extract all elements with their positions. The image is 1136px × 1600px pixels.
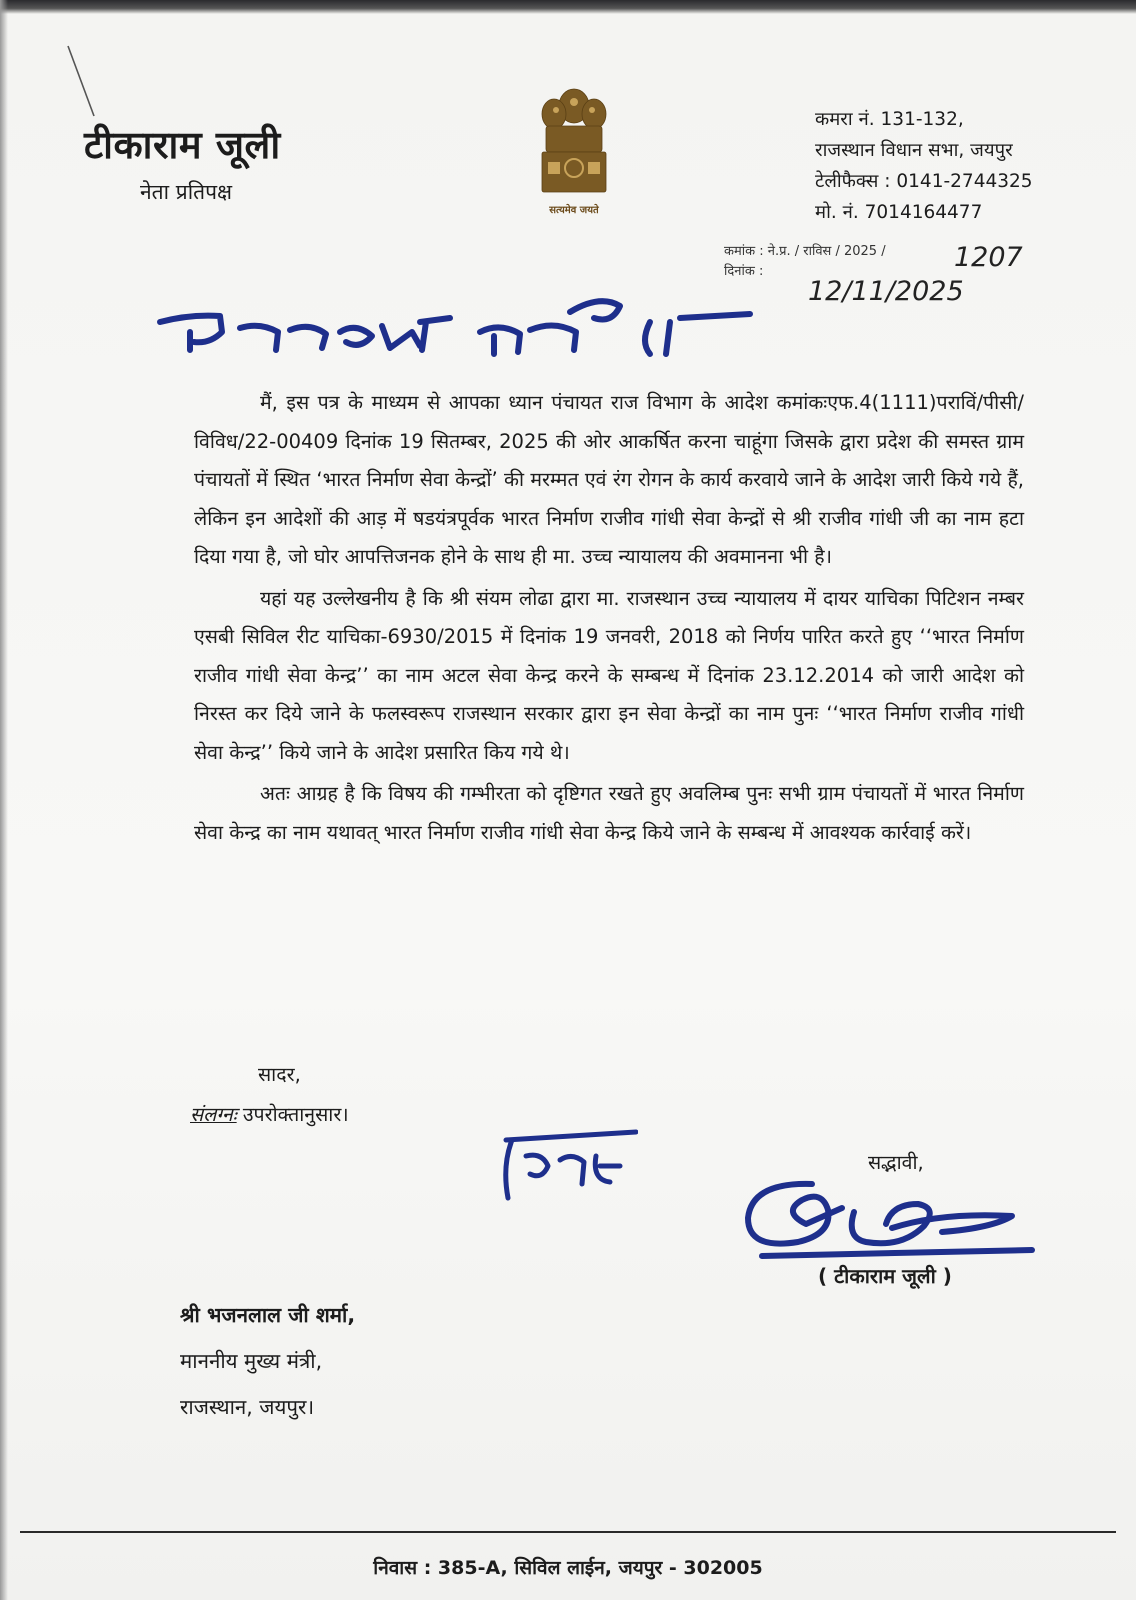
ref-number: 1207	[954, 242, 1023, 273]
scan-edge-shadow	[0, 0, 1136, 14]
sign-off: सद्भावी,	[868, 1151, 924, 1174]
body-paragraph: मैं, इस पत्र के माध्यम से आपका ध्यान पंचायत राज विभाग के आदेश कमांकःएफ.4(1111)पराविं/पीसी/विविध/22-00409 दिनांक 19 सितम्बर, 2025 की ओर आकर्षित करना चाहूंगा जिसके द्वारा प्रदेश की समस्त ग्राम पंचायतों में स्थित ‘भारत निर्माण सेवा केन्द्रों’ की मरम्मत एवं रंग रोगन के कार्य करवाये जाने के आदेश जारी किये गये हैं, लेकिन इन आदेशों की आड़ में षडयंत्रपूर्वक भारत निर्माण राजीव गांधी सेवा केन्द्रों से श्री राजीव गांधी जी का नाम हटा दिया गया है, जो घोर आपत्तिजनक होने के साथ ही मा. उच्च न्यायालय की अवमानना भी है।	[194, 391, 1024, 568]
letter-body	[194, 384, 1024, 855]
footer-divider	[20, 1531, 1116, 1533]
address-line: कमरा नं. 131-132,	[815, 109, 964, 130]
handwritten-salutation	[150, 292, 790, 372]
signatory-name: ( टीकाराम जूली )	[818, 1264, 952, 1288]
address-line: टेलीफैक्स : 0141-2744325	[815, 171, 1033, 192]
body-paragraph: अतः आग्रह है कि विषय की गम्भीरता को दृष्टिगत रखते हुए अवलिम्ब पुनः सभी ग्राम पंचायतों में भारत निर्माण सेवा केन्द्र का नाम यथावत् भारत निर्माण राजीव गांधी सेवा केन्द्र किये जाने के सम्बन्ध में आवश्यक कार्रवाई करें।	[194, 782, 1024, 844]
recipient-name: श्री भजनलाल जी शर्मा,	[180, 1303, 356, 1327]
recipient-designation: माननीय मुख्य मंत्री,	[180, 1349, 323, 1373]
letter-date: 12/11/2025	[808, 276, 964, 307]
pencil-mark	[64, 44, 104, 120]
address-line: मो. नं. 7014164477	[815, 202, 983, 223]
national-emblem-icon	[534, 80, 614, 212]
address-line: राजस्थान विधान सभा, जयपुर	[815, 140, 1013, 161]
enclosure-label: संलग्नः	[190, 1103, 237, 1126]
emblem-motto: सत्यमेव जयते	[549, 205, 599, 216]
enclosure	[190, 1100, 349, 1127]
date-label: दिनांक :	[724, 264, 764, 279]
footer-residence: निवास : 385-A, सिविल लाईन, जयपुर - 302005	[373, 1557, 763, 1579]
recipient-block	[180, 1292, 355, 1430]
sender-name: टीकाराम जूली	[84, 123, 281, 167]
enclosure-text: उपरोक्तानुसार।	[242, 1103, 349, 1126]
body-paragraph: यहां यह उल्लेखनीय है कि श्री संयम लोढा द्वारा मा. राजस्थान उच्च न्यायालय में दायर याचिका पिटिशन नम्बर एसबी सिविल रीट याचिका-6930/2015 में दिनांक 19 जनवरी, 2018 को निर्णय पारित करते हुए ‘‘भारत निर्माण राजीव गांधी सेवा केन्द्र’’ का नाम अटल सेवा केन्द्र करने के सम्बन्ध में दिनांक 23.12.2014 को जारी आदेश को निरस्त कर दिये जाने के फलस्वरूप राजस्थान सरकार द्वारा इन सेवा केन्द्रों का नाम पुनः ‘‘भारत निर्माण राजीव गांधी सेवा केन्द्र’’ किये जाने के आदेश प्रसारित किय गये थे।	[194, 586, 1024, 764]
sender-address	[815, 104, 1033, 228]
recipient-location: राजस्थान, जयपुर।	[180, 1395, 315, 1419]
signature	[742, 1172, 1042, 1266]
closing: सादर,	[258, 1063, 301, 1086]
ref-label: कमांक : ने.प्र. / राविस / 2025 /	[724, 244, 886, 259]
sender-title: नेता प्रतिपक्ष	[140, 180, 233, 204]
scan-edge-left	[0, 0, 8, 1600]
handwritten-mark	[496, 1126, 638, 1216]
